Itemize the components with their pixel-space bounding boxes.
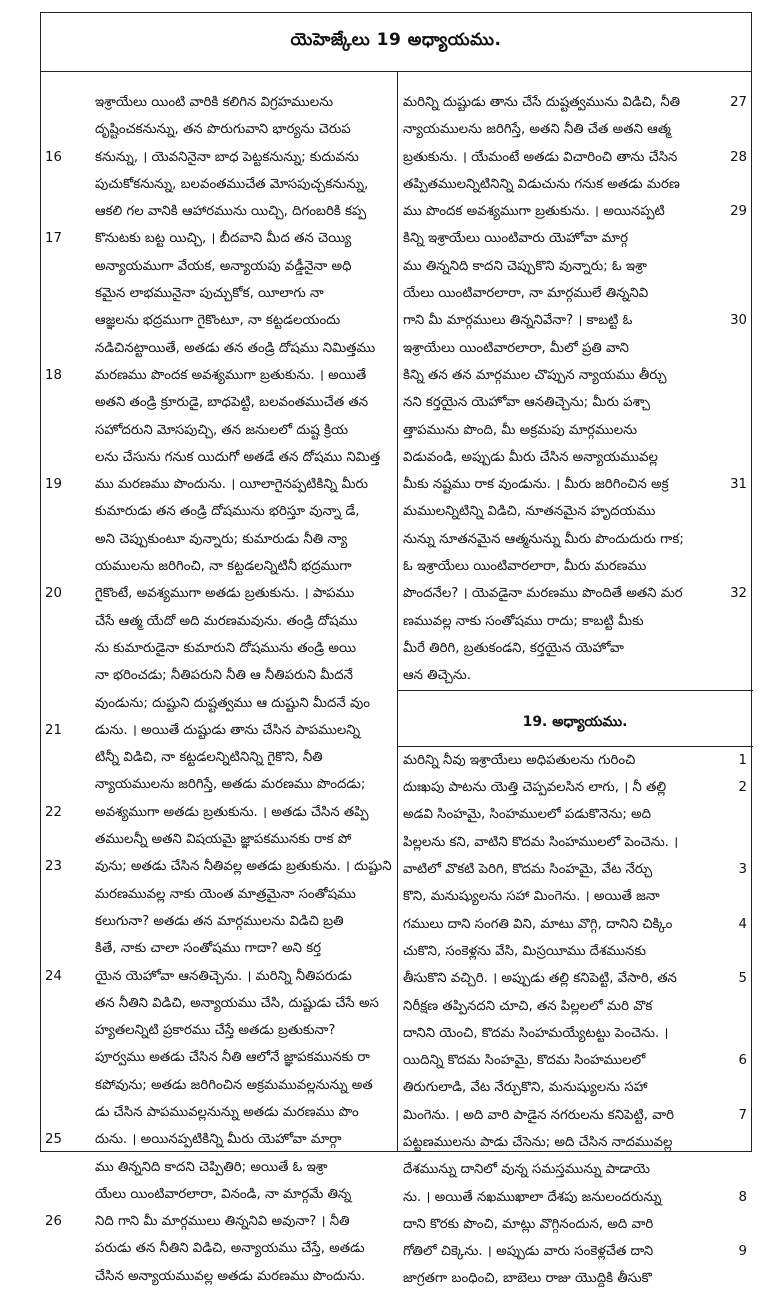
text-line (403, 362, 747, 389)
line-text: నిది గాని మీ మార్గములు తిన్ననివి అవునా? । నీతి (95, 1214, 350, 1230)
line-text: మీకు నష్టము రాక వుండును. । మీరు జరిగించిన అక్ర (403, 477, 669, 493)
text-line (403, 747, 747, 774)
text-line (403, 662, 747, 689)
line-text: న్యాయములను జరిగిస్తే, అతని నీతి చేత అతని ఆత్మ (403, 122, 671, 138)
text-line (403, 444, 747, 471)
line-text: నడిచినట్టాయితే, అతడు తన తండ్రి దోషము నిమిత్తము (95, 340, 376, 356)
line-text: వాటిలో వొకటి పెరిగి, కొదమ సింహమై, వేట నేర్చు (403, 862, 653, 878)
line-text: ను కుమారుడైనా కుమారుని దోషమును తండ్రి అయి (95, 640, 357, 656)
text-line (45, 307, 393, 334)
text-line (45, 417, 393, 444)
verse-number: 9 (738, 1244, 747, 1260)
line-text: తప్పితములన్నిటినిన్ని విడుచును గనుక అతడు మరణ (403, 176, 680, 192)
line-text: తిరుగులాడి, వేట నేర్చుకొని, మనుష్యులను సహా (403, 1080, 648, 1096)
text-line (45, 908, 393, 935)
line-text: నని కర్తయైన యెహోవా ఆనతిచ్చెను; మీరు పశ్చా (403, 395, 651, 411)
line-text: దును. । అయినప్పటికిన్ని మీరు యెహోవా మార్గా (95, 1132, 342, 1148)
verse-number: 22 (45, 804, 62, 820)
text-line (45, 116, 393, 143)
line-text: పూర్వము అతడు చేసిన నీతి ఆలోనే జ్ఞాపకమునకు రా (95, 1050, 370, 1066)
text-line (45, 389, 393, 416)
verse-number: 21 (45, 722, 62, 738)
text-line (45, 1208, 393, 1235)
text-line (403, 1102, 747, 1129)
line-text: కిన్ని ఇశ్రాయేలు యింటివారు యెహోవా మార్గ (403, 231, 629, 247)
line-text: ణమువల్ల నాకు సంతోషము రాదు; కాబట్టి మీకు (403, 613, 644, 629)
line-text: నా భరించడు; నీతిపరుని నీతి ఆ నీతిపరుని మీదనే (95, 668, 353, 684)
text-line (45, 498, 393, 525)
line-text: తన నీతిని విడిచి, అన్యాయము చేసి, దుష్టుడు చేసే అస (95, 995, 379, 1011)
line-text: ము తిన్ననిది కాదని చెప్పితిరి; అయితే ఓ ఇశ్రా (95, 1159, 328, 1175)
text-line (45, 225, 393, 252)
text-line (403, 335, 747, 362)
line-text: విడువండి, అప్పుడు మీరు చేసిన అన్యాయమువల్ల (403, 449, 658, 465)
line-text: దేశమున్ను దానిలో వున్న సమస్తమున్ను పాడాయె (403, 1162, 650, 1178)
line-text: నున్ను నూతనమైన ఆత్మనున్ను మీరు పొందుదురు గాక; (403, 531, 684, 547)
text-line (403, 1184, 747, 1211)
line-text: వుండును; దుష్టుని దుష్టత్వము ఆ దుష్టుని మీదనే వుం (95, 695, 370, 711)
text-line (45, 1017, 393, 1044)
text-line (403, 1211, 747, 1238)
text-line (403, 801, 747, 828)
text-line (45, 1181, 393, 1208)
text-line (403, 280, 747, 307)
line-text: పిల్లలను కని, వాటిని కొదమ సింహములలో పెంచెను. । (403, 834, 679, 850)
chapter-heading: 19. అధ్యాయము. (522, 713, 628, 730)
line-text: బ్రతుకును. । యేమంటే అతడు విచారించి తాను చేసిన (403, 149, 678, 165)
text-line (403, 1156, 747, 1183)
line-text: కొనుటకు బట్ట యిచ్చి, । బీదవాని మీద తన చెయ్యి (95, 231, 352, 247)
text-line (45, 635, 393, 662)
text-line (45, 799, 393, 826)
text-line (403, 307, 747, 334)
line-text: కలుగునా? అతడు తన మార్గములను విడిచి బ్రతి (95, 913, 344, 929)
line-text: మరణమువల్ల నాకు యెంత మాత్రమైనా సంతోషము (95, 886, 356, 902)
verse-number: 5 (738, 971, 747, 987)
text-line (45, 198, 393, 225)
line-text: మింగెను. । అది వారి పాడైన నగరులను కనిపెట్టి, వారి (403, 1107, 675, 1123)
line-text: పుచుకోకనున్ను, బలవంతముచేత మోసపుచ్చకనున్ను, (95, 176, 369, 192)
text-line (403, 1265, 747, 1292)
text-line (403, 1047, 747, 1074)
text-line (403, 498, 747, 525)
right-column-bottom (403, 747, 747, 1293)
line-text: ను. । అయితే నఖముఖాలా దేశపు జనులందరున్ను (403, 1189, 662, 1205)
page-title: యెహెజ్కేలు 19 అధ్యాయము. (290, 30, 502, 50)
text-line (45, 1099, 393, 1126)
line-text: యైన యెహోవా ఆనతిచ్చెను. । మరిన్ని నీతిపరుడు (95, 968, 352, 984)
line-text: హ్యతలన్నిటి ప్రకారము చేస్తే అతడు బ్రతుకునా? (95, 1023, 336, 1039)
text-line (403, 911, 747, 938)
line-text: టిన్నీ విడిచి, నా కట్టడలన్నిటినిన్ని గైకొని, నీతి (95, 750, 323, 766)
line-text: గోతిలో చిక్కెను. । అప్పుడు వారు సంకెళ్లచేత దాని (403, 1244, 654, 1260)
text-line (45, 362, 393, 389)
page-header (41, 13, 751, 72)
text-line (45, 280, 393, 307)
text-line (403, 965, 747, 992)
line-text: కమైన లాభమునైనా పుచ్చుకోక, యీలాగు నా (95, 286, 324, 302)
right-column (403, 89, 747, 1293)
line-text: ము మరణము పొందును. । యీలాగైనప్పటికిన్ని మీరు (95, 477, 369, 493)
text-line (403, 89, 747, 116)
left-column (45, 89, 393, 1290)
line-text: ఓ ఇశ్రాయేలు యింటివారలారా, మీరు మరణము (403, 559, 647, 575)
verse-number: 32 (730, 586, 747, 602)
verse-number: 7 (738, 1107, 747, 1123)
line-text: మీరే తిరిగి, బ్రతుకండని, కర్తయైన యెహోవా (403, 640, 624, 656)
text-line (403, 635, 747, 662)
verse-number: 17 (45, 231, 62, 247)
text-line (45, 253, 393, 280)
text-line (45, 662, 393, 689)
text-line (45, 471, 393, 498)
line-text: లను చేసును గనుక యిదుగో అతడే తన దోషము నిమిత్త (95, 449, 381, 465)
line-text: చేసే ఆత్మ యేదో అది మరణమవును. తండ్రి దోషము (95, 613, 358, 629)
line-text: యిదిన్ని కొదమ సింహమై, కొదమ సింహములలో (403, 1053, 646, 1069)
line-text: దృష్టించకనున్ను, తన పొరుగువాని భార్యను చెరుప (95, 122, 351, 138)
text-line (45, 335, 393, 362)
line-text: దుఃఖపు పాటను యెత్తి చెప్పవలసిన లాగు, । నీ తల్లి (403, 780, 667, 796)
text-line (45, 608, 393, 635)
line-text: ఆకలి గల వానికి ఆహారమును యిచ్చి, దిగంబరికి కప్ప (95, 204, 367, 220)
text-line (45, 963, 393, 990)
line-text: పొందనేల? । యెవడైనా మరణము పొందితే అతని మర (403, 586, 683, 602)
line-text: సహోదరుని మోసపుచ్చి, తన జనులలో దుష్ట క్రియ (95, 422, 349, 438)
text-line (403, 938, 747, 965)
line-text: డు చేసిన పాపమువల్లనున్ను అతడు మరణము పొం (95, 1104, 359, 1120)
line-text: తములన్నీ అతని విషయమై జ్ఞాపకమునకు రాక పో (95, 832, 352, 848)
line-text: పట్టణములను పాడు చేసెను; అది చేసిన నాదమువల్ల (403, 1134, 673, 1150)
text-line (403, 1020, 747, 1047)
line-text: న్యాయములను జరిగిస్తే, అతడు మరణము పొందడు; (95, 777, 366, 793)
line-text: కపోవును; అతడు జరిగించిన అక్రమమువల్లనున్ను అత (95, 1077, 373, 1093)
text-line (403, 198, 747, 225)
text-line (403, 225, 747, 252)
line-text: త్తాపమును పొంది, మీ అక్రమపు మార్గములను (403, 422, 638, 438)
line-text: చేసిన అన్యాయమువల్ల అతడు మరణము పొందును. (95, 1268, 366, 1284)
line-text: అన్యాయముగా వేయక, అన్యాయపు వడ్డీనైనా అధి (95, 258, 352, 274)
line-text: గములు దాని సంగతి విని, మాటు వొగ్గి, దానిని చిక్కిం (403, 916, 673, 932)
line-text: మరణము పొందక అవశ్యముగా బ్రతుకును. । అయితే (95, 367, 367, 383)
text-line (403, 856, 747, 883)
text-line (45, 89, 393, 116)
verse-number: 31 (730, 477, 747, 493)
line-text: ము పొందక అవశ్యముగా బ్రతుకును. । అయినప్పటి (403, 204, 665, 220)
text-line (45, 990, 393, 1017)
line-text: ఆజ్ఞలను భద్రముగా గైకొంటూ, నా కట్టడలయందు (95, 313, 341, 329)
line-text: ఆన తిచ్చెను. (403, 668, 471, 684)
text-line (45, 1263, 393, 1290)
verse-number: 3 (738, 862, 747, 878)
text-line (403, 144, 747, 171)
line-text: మములన్నిటిన్ని విడిచి, నూతనమైన హృదయము (403, 504, 656, 520)
text-line (45, 1126, 393, 1153)
line-text: అని చెప్పుకుంటూ వున్నారు; కుమారుడు నీతి న్యా (95, 531, 348, 547)
line-text: కిన్ని తన తన మార్గముల చొప్పున న్యాయము తీర్చు (403, 367, 667, 383)
text-line (45, 853, 393, 880)
line-text: కుమారుడు తన తండ్రి దోషమును భరిస్తూ వున్నా డే, (95, 504, 360, 520)
text-line (403, 580, 747, 607)
verse-number: 16 (45, 149, 62, 165)
verse-number: 6 (738, 1053, 747, 1069)
verse-number: 24 (45, 968, 62, 984)
text-line (45, 826, 393, 853)
line-text: తీసుకొని వచ్చిరి. । అప్పుడు తల్లి కనిపెట్టి, వేసారి, తన (403, 971, 677, 987)
line-text: దాని కొరకు పొంచి, మాట్లు వొగ్గినందున, అది వారి (403, 1216, 654, 1232)
line-text: ము తిన్ననిది కాదని చెప్పుకొని వున్నారు; ఓ ఇశ్రా (403, 258, 647, 274)
line-text: నిరీక్షణ తప్పినదని చూచి, తన పిల్లలలో మరి వొక (403, 998, 653, 1014)
line-text: మరిన్ని దుష్టుడు తాను చేసే దుష్టత్వమును విడిచి, నీతి (403, 95, 681, 110)
line-text: కొని, మనుష్యులను సహా మింగెను. । అయితే జనా (403, 889, 660, 905)
scripture-page (40, 12, 752, 1287)
text-line (403, 1074, 747, 1101)
text-line (403, 774, 747, 801)
text-line (45, 744, 393, 771)
text-line (403, 171, 747, 198)
line-text: ఇశ్రాయేలు యింటివారలారా, మీలో ప్రతి వాని (403, 340, 629, 356)
chapter-rule-top (397, 690, 753, 691)
text-line (45, 1072, 393, 1099)
text-line (403, 526, 747, 553)
line-text: జాగ్రతగా బంధించి, బాబెలు రాజు యొద్దికి తీసుకొ (403, 1271, 652, 1287)
text-line (45, 171, 393, 198)
text-line (45, 1154, 393, 1181)
line-text: చుకొని, సంకెళ్లను వేసి, మిస్రయీము దేశమునకు (403, 943, 646, 959)
text-line (403, 993, 747, 1020)
text-line (45, 690, 393, 717)
line-text: అతని తండ్రి క్రూరుడై, బాధపెట్టి, బలవంతముచేత తన (95, 395, 369, 411)
verse-number: 18 (45, 367, 62, 383)
text-line (403, 553, 747, 580)
text-line (403, 116, 747, 143)
text-line (403, 471, 747, 498)
line-text: అడవి సింహమై, సింహములలో పడుకొనెను; అది (403, 807, 652, 823)
line-text: మరిన్ని నీవు ఇశ్రాయేలు అధిపతులను గురించి (403, 752, 636, 768)
text-line (45, 717, 393, 744)
line-text: డును. । అయితే దుష్టుడు తాను చేసిన పాపములన్ని (95, 722, 361, 738)
line-text: వును; అతడు చేసిన నీతివల్ల అతడు బ్రతుకును. । దుష్టుని (95, 859, 392, 875)
text-line (45, 526, 393, 553)
line-text: యేలు యింటివారలారా, నా మార్గములే తిన్ననివి (403, 286, 649, 302)
right-column-top (403, 89, 747, 690)
text-line (45, 935, 393, 962)
line-text: ఇశ్రాయేలు యింటి వారికి కలిగిన విగ్రహములను (95, 95, 334, 110)
verse-number: 8 (738, 1189, 747, 1205)
verse-number: 29 (730, 204, 747, 220)
verse-number: 19 (45, 477, 62, 493)
text-line (403, 389, 747, 416)
text-line (403, 417, 747, 444)
verse-number: 4 (738, 916, 747, 932)
text-line (45, 553, 393, 580)
line-text: పరుడు తన నీతిని విడిచి, అన్యాయము చేస్తే, అతడు (95, 1241, 365, 1257)
line-text: గాని మీ మార్గములు తిన్ననివేనా? । కాబట్టి ఓ (403, 313, 633, 329)
text-line (45, 444, 393, 471)
text-line (403, 608, 747, 635)
verse-number: 23 (45, 859, 62, 875)
text-line (403, 883, 747, 910)
line-text: అవశ్యముగా అతడు బ్రతుకును. । అతడు చేసిన తప్పి (95, 804, 369, 820)
text-line (403, 1238, 747, 1265)
line-text: కితే, నాకు చాలా సంతోషము గాదా? అని కర్త (95, 941, 322, 957)
text-line (45, 580, 393, 607)
line-text: కనున్ను, । యెవనినైనా బాధ పెట్టకనున్ను; కుదువను (95, 149, 359, 165)
text-line (403, 829, 747, 856)
text-line (45, 1235, 393, 1262)
line-text: దానిని యెంచి, కొదమ సింహమయ్యేటట్టు పెంచెను. । (403, 1025, 669, 1041)
text-line (403, 253, 747, 280)
line-text: యములను జరిగించి, నా కట్టడలన్నిటినీ భద్రముగా (95, 559, 352, 575)
verse-number: 30 (730, 313, 747, 329)
text-line (45, 771, 393, 798)
verse-number: 26 (45, 1214, 62, 1230)
verse-number: 28 (730, 149, 747, 165)
verse-number: 27 (730, 95, 747, 110)
verse-number: 2 (738, 780, 747, 796)
verse-number: 25 (45, 1132, 62, 1148)
text-line (45, 1044, 393, 1071)
verse-number: 1 (738, 752, 747, 768)
line-text: యేలు యింటివారలారా, వినండి, నా మార్గమే తిన్న (95, 1186, 352, 1202)
verse-number: 20 (45, 586, 62, 602)
text-line (45, 881, 393, 908)
line-text: గైకొంటే, అవశ్యముగా అతడు బ్రతుకును. । పాపము (95, 586, 355, 602)
column-divider (397, 71, 398, 1151)
text-line (45, 144, 393, 171)
text-line (403, 1129, 747, 1156)
